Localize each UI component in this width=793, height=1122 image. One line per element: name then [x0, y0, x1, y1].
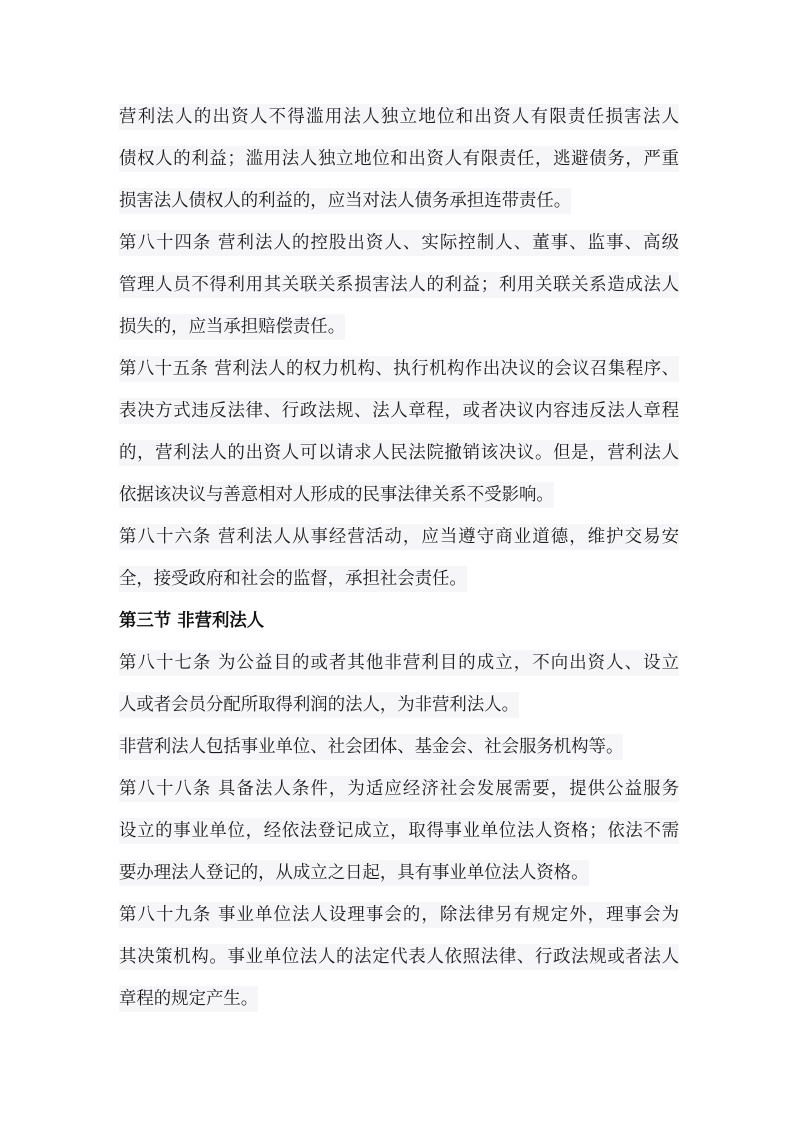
text-line: 全，接受政府和社会的监督，承担社会责任。 [119, 558, 679, 600]
text-line: 营利法人的出资人不得滥用法人独立地位和出资人有限责任损害法人 [119, 96, 679, 138]
text-line: 损失的，应当承担赔偿责任。 [119, 306, 679, 348]
text-line: 人或者会员分配所取得利润的法人，为非营利法人。 [119, 684, 679, 726]
text-line: 管理人员不得利用其关联关系损害法人的利益；利用关联关系造成法人 [119, 264, 679, 306]
article-88-line: 第八十八条 具备法人条件，为适应经济社会发展需要，提供公益服务 [119, 768, 679, 810]
text-line: 依据该决议与善意相对人形成的民事法律关系不受影响。 [119, 474, 679, 516]
text-line: 非营利法人包括事业单位、社会团体、基金会、社会服务机构等。 [119, 726, 679, 768]
document-body [119, 96, 679, 1020]
article-86-line: 第八十六条 营利法人从事经营活动，应当遵守商业道德，维护交易安 [119, 516, 679, 558]
text-line: 债权人的利益；滥用法人独立地位和出资人有限责任，逃避债务，严重 [119, 138, 679, 180]
article-87-line: 第八十七条 为公益目的或者其他非营利目的成立，不向出资人、设立 [119, 642, 679, 684]
article-84-line: 第八十四条 营利法人的控股出资人、实际控制人、董事、监事、高级 [119, 222, 679, 264]
text-line: 损害法人债权人的利益的，应当对法人债务承担连带责任。 [119, 180, 679, 222]
text-line: 设立的事业单位，经依法登记成立，取得事业单位法人资格；依法不需 [119, 810, 679, 852]
text-line: 其决策机构。事业单位法人的法定代表人依照法律、行政法规或者法人 [119, 936, 679, 978]
article-89-line: 第八十九条 事业单位法人设理事会的，除法律另有规定外，理事会为 [119, 894, 679, 936]
text-line: 章程的规定产生。 [119, 978, 679, 1020]
section-heading: 第三节 非营利法人 [119, 611, 265, 631]
text-line: 表决方式违反法律、行政法规、法人章程，或者决议内容违反法人章程 [119, 390, 679, 432]
text-line: 的，营利法人的出资人可以请求人民法院撤销该决议。但是，营利法人 [119, 432, 679, 474]
article-85-line: 第八十五条 营利法人的权力机构、执行机构作出决议的会议召集程序、 [119, 348, 679, 390]
text-line: 要办理法人登记的，从成立之日起，具有事业单位法人资格。 [119, 852, 679, 894]
